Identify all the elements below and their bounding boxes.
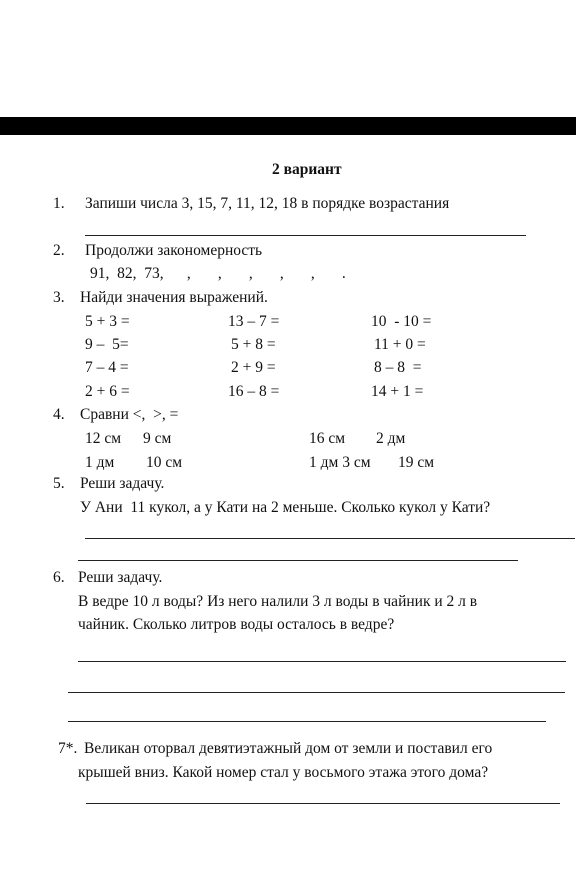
- compare-value: 1 дм 3 см: [309, 454, 371, 471]
- expression: 5 + 3 =: [85, 313, 130, 330]
- expression: 13 – 7 =: [228, 313, 280, 330]
- task5-answer-line: [78, 560, 518, 561]
- task7-number: 7*.: [58, 740, 78, 757]
- compare-value: 19 см: [398, 454, 435, 471]
- task7-answer-line: [86, 803, 560, 804]
- task6-answer-line: [68, 692, 565, 693]
- page-title: 2 вариант: [272, 161, 342, 178]
- expression: 14 + 1 =: [371, 383, 424, 400]
- task5-problem: У Ани 11 кукол, а у Кати на 2 меньше. Сколько кукол у Кати?: [80, 499, 491, 516]
- compare-value: 2 дм: [376, 430, 406, 447]
- task3-text: Найди значения выражений.: [80, 289, 268, 306]
- expression: 9 – 5=: [85, 336, 129, 353]
- task1-answer-line: [85, 235, 526, 236]
- task7-problem-line1: Великан оторвал девятиэтажный дом от земли и поставил его: [84, 740, 493, 757]
- task1-number: 1.: [53, 195, 65, 212]
- expression: 2 + 6 =: [85, 383, 130, 400]
- task5-number: 5.: [53, 475, 65, 492]
- task6-number: 6.: [53, 569, 65, 586]
- compare-value: 9 см: [143, 430, 172, 447]
- task2-number: 2.: [53, 242, 65, 259]
- task5-answer-line: [85, 538, 575, 539]
- task6-problem-line2: чайник. Сколько литров воды осталось в ведре?: [78, 616, 395, 633]
- compare-value: 1 дм: [85, 454, 115, 471]
- task5-text: Реши задачу.: [80, 475, 165, 492]
- compare-value: 10 см: [146, 454, 183, 471]
- expression: 11 + 0 =: [374, 336, 426, 353]
- expression: 5 + 8 =: [231, 336, 276, 353]
- task2-text: Продолжи закономерность: [85, 242, 263, 259]
- task4-text: Сравни <, >, =: [80, 406, 179, 423]
- expression: 7 – 4 =: [85, 359, 129, 376]
- compare-value: 12 см: [85, 430, 122, 447]
- task3-number: 3.: [53, 289, 65, 306]
- expression: 16 – 8 =: [228, 383, 280, 400]
- task1-text: Запиши числа 3, 15, 7, 11, 12, 18 в порядке возрастания: [85, 195, 450, 212]
- task6-answer-line: [78, 661, 566, 662]
- compare-value: 16 см: [309, 430, 346, 447]
- task7-problem-line2: крышей вниз. Какой номер стал у восьмого этажа этого дома?: [78, 764, 489, 781]
- expression: 10 - 10 =: [371, 313, 432, 330]
- task6-answer-line: [68, 721, 546, 722]
- task6-problem-line1: В ведре 10 л воды? Из него налили 3 л воды в чайник и 2 л в: [78, 593, 478, 610]
- expression: 2 + 9 =: [231, 359, 276, 376]
- task4-number: 4.: [53, 406, 65, 423]
- expression: 8 – 8 =: [374, 359, 422, 376]
- task6-text: Реши задачу.: [78, 569, 163, 586]
- task2-sequence: 91, 82, 73, , , , , , .: [90, 265, 346, 282]
- top-black-bar: [0, 117, 576, 135]
